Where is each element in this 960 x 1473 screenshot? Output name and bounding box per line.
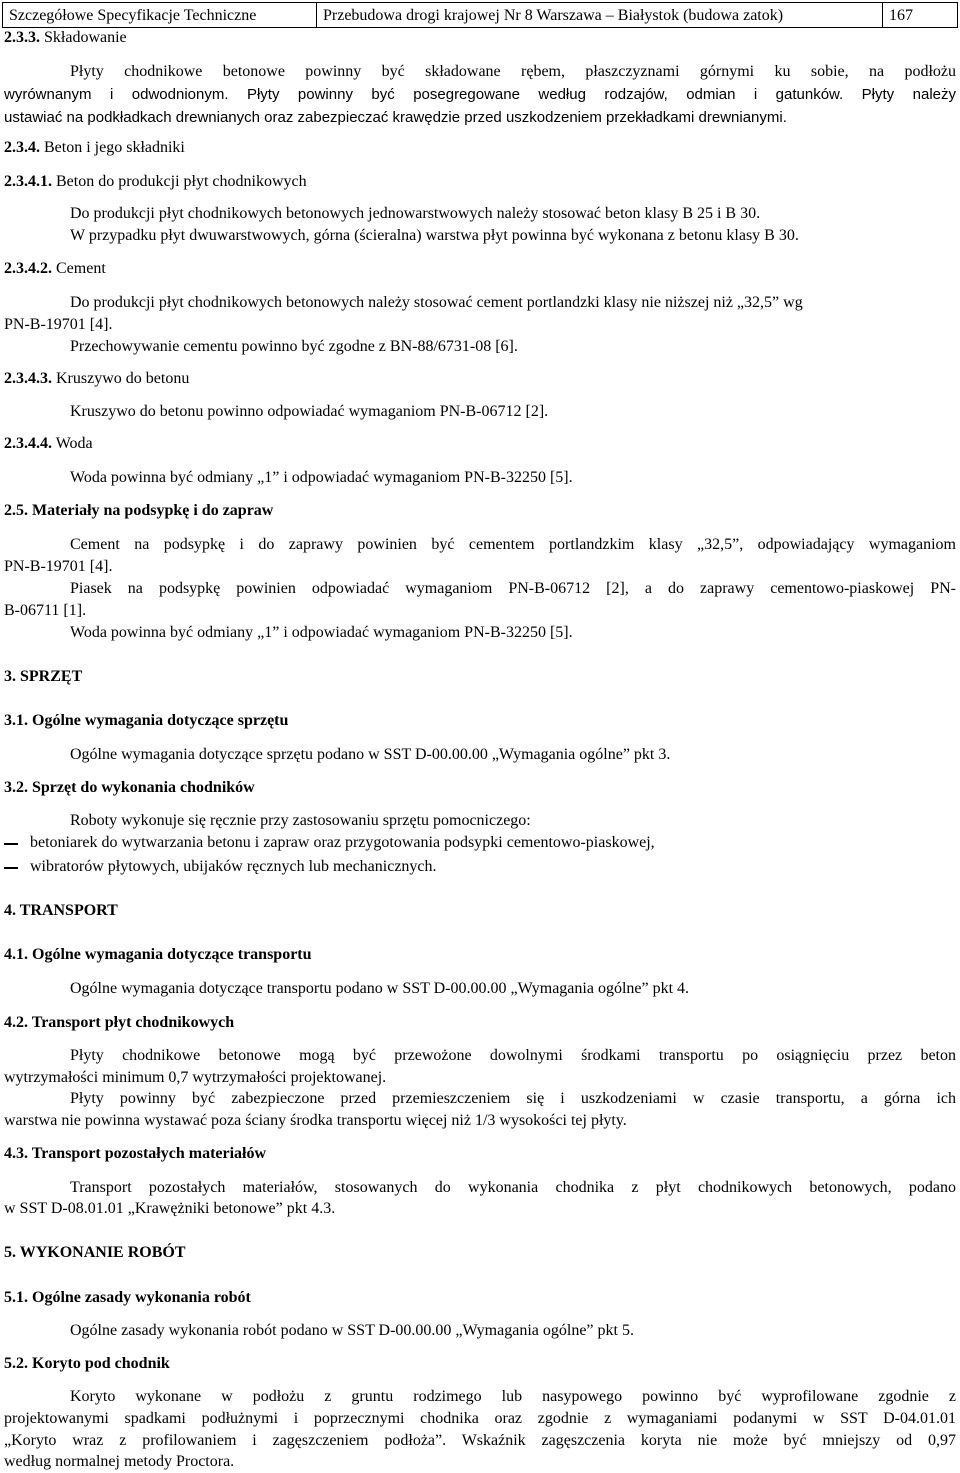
paragraph-line: B-06711 [1].	[4, 602, 87, 619]
paragraph-line: „Koryto wraz z profilowaniem i zagęszczeniem podłoża”. Wskaźnik zagęszczenia koryta nie może być mniejszy od 0,97	[4, 1432, 956, 1449]
dash-bullet-icon	[4, 867, 18, 869]
paragraph-line: PN-B-19701 [4].	[4, 316, 113, 333]
paragraph-line: Koryto wykonane w podłożu z gruntu rodzimego lub nasypowego powinno być wyprofilowane zgodnie z	[70, 1388, 956, 1405]
paragraph-line: Ogólne wymagania dotyczące sprzętu podano w SST D-00.00.00 „Wymagania ogólne” pkt 3.	[70, 746, 671, 763]
paragraph-line: Cement na podsypkę i do zaprawy powinien być cementem portlandzkim klasy „32,5”, odpowiadający wymaganiom	[70, 536, 956, 553]
paragraph-line: według normalnej metody Proctora.	[4, 1453, 235, 1470]
heading-4-1: 4.1. Ogólne wymagania dotyczące transportu	[4, 946, 312, 963]
paragraph-line: Do produkcji płyt chodnikowych betonowych jednowarstwowych należy stosować beton klasy B 25 i B 30.	[70, 205, 761, 222]
heading-text: Cement	[52, 260, 106, 277]
header-spec-title: Szczegółowe Specyfikacje Techniczne	[3, 3, 317, 27]
list-item: wibratorów płytowych, ubijaków ręcznych lub mechanicznych.	[30, 858, 437, 875]
paragraph-line: w SST D-08.01.01 „Krawężniki betonowe” pkt 4.3.	[4, 1200, 336, 1217]
page-header	[2, 2, 958, 28]
dash-bullet-icon	[4, 843, 18, 845]
header-project-title: Przebudowa drogi krajowej Nr 8 Warszawa – Białystok (budowa zatok)	[317, 3, 883, 27]
heading-2-3-4-3	[4, 368, 189, 390]
heading-2-5: 2.5. Materiały na podsypkę i do zapraw	[4, 502, 274, 519]
heading-2-3-3	[4, 27, 127, 49]
heading-number: 2.3.4.	[4, 139, 40, 156]
heading-3: 3. SPRZĘT	[4, 668, 83, 685]
paragraph-line: wyrównanym i odwodnionym. Płyty powinny być posegregowane według rodzajów, odmian i gatunków. Płyty należy	[4, 86, 956, 103]
paragraph-line: ustawiać na podkładkach drewnianych oraz zabezpieczać krawędzie przed uszkodzeniem przekładkami drewnianymi.	[4, 109, 787, 126]
paragraph-line: Przechowywanie cementu powinno być zgodne z BN-88/6731-08 [6].	[70, 338, 518, 355]
paragraph-line: wytrzymałości minimum 0,7 wytrzymałości projektowanej.	[4, 1069, 387, 1086]
paragraph-line: W przypadku płyt dwuwarstwowych, górna (ścieralna) warstwa płyt powinna być wykonana z betonu klasy B 30.	[70, 227, 799, 244]
heading-5-1: 5.1. Ogólne zasady wykonania robót	[4, 1289, 251, 1306]
heading-2-3-4-1	[4, 171, 307, 193]
heading-2-3-4-4	[4, 433, 93, 455]
paragraph-line: Roboty wykonuje się ręcznie przy zastosowaniu sprzętu pomocniczego:	[70, 812, 531, 829]
paragraph-line: Piasek na podsypkę powinien odpowiadać wymaganiom PN-B-06712 [2], a do zaprawy cementowo-piaskowej PN-	[70, 580, 956, 597]
paragraph-line: warstwa nie powinna wystawać poza ściany środka transportu więcej niż 1/3 wysokości tej płyty.	[4, 1112, 627, 1129]
heading-5-2: 5.2. Koryto pod chodnik	[4, 1355, 170, 1372]
heading-3-1: 3.1. Ogólne wymagania dotyczące sprzętu	[4, 712, 289, 729]
heading-number: 2.3.4.1.	[4, 173, 52, 190]
heading-2-3-4-2	[4, 258, 106, 280]
paragraph-line: Płyty chodnikowe betonowe mogą być przewożone dowolnymi środkami transportu po osiągnięciu przez beton	[70, 1047, 956, 1064]
heading-number: 2.3.4.4.	[4, 435, 52, 452]
paragraph-line: Do produkcji płyt chodnikowych betonowych należy stosować cement portlandzki klasy nie niższej niż „32,5” wg	[70, 294, 803, 311]
heading-number: 2.3.4.3.	[4, 370, 52, 387]
heading-2-3-4	[4, 137, 185, 159]
heading-4-2: 4.2. Transport płyt chodnikowych	[4, 1014, 235, 1031]
paragraph-line: Woda powinna być odmiany „1” i odpowiadać wymaganiom PN-B-32250 [5].	[70, 624, 573, 641]
heading-number: 2.3.4.2.	[4, 260, 52, 277]
paragraph-line: projektowanymi spadkami podłużnymi i poprzecznymi chodnika oraz zgodnie z wymaganiami podanymi w SST D-04.01.01	[4, 1410, 956, 1427]
paragraph-line: Ogólne zasady wykonania robót podano w SST D-00.00.00 „Wymagania ogólne” pkt 5.	[70, 1322, 634, 1339]
paragraph-line: Transport pozostałych materiałów, stosowanych do wykonania chodnika z płyt chodnikowych betonowych, podano	[70, 1179, 956, 1196]
heading-text: Kruszywo do betonu	[52, 370, 190, 387]
heading-3-2: 3.2. Sprzęt do wykonania chodników	[4, 779, 255, 796]
heading-4: 4. TRANSPORT	[4, 902, 118, 919]
heading-text: Woda	[52, 435, 93, 452]
heading-number: 2.3.3.	[4, 29, 40, 46]
header-page-number: 167	[889, 7, 913, 24]
heading-5: 5. WYKONANIE ROBÓT	[4, 1244, 186, 1261]
paragraph-line: PN-B-19701 [4].	[4, 558, 113, 575]
paragraph-line: Ogólne wymagania dotyczące transportu podano w SST D-00.00.00 „Wymagania ogólne” pkt 4.	[70, 980, 690, 997]
heading-text: Beton i jego składniki	[40, 139, 185, 156]
paragraph-line: Kruszywo do betonu powinno odpowiadać wymaganiom PN-B-06712 [2].	[70, 403, 549, 420]
heading-text: Beton do produkcji płyt chodnikowych	[52, 173, 307, 190]
heading-4-3: 4.3. Transport pozostałych materiałów	[4, 1145, 267, 1162]
paragraph-line: Płyty chodnikowe betonowe powinny być składowane rębem, płaszczyznami górnymi ku sobie, na podłożu	[70, 63, 956, 80]
paragraph-line: Płyty powinny być zabezpieczone przed przemieszczeniem się i uszkodzeniami w czasie transportu, a górna ich	[70, 1090, 956, 1107]
list-item: betoniarek do wytwarzania betonu i zapraw oraz przygotowania podsypki cementowo-piaskowej,	[30, 834, 655, 851]
paragraph-line: Woda powinna być odmiany „1” i odpowiadać wymaganiom PN-B-32250 [5].	[70, 469, 573, 486]
heading-text: Składowanie	[40, 29, 127, 46]
